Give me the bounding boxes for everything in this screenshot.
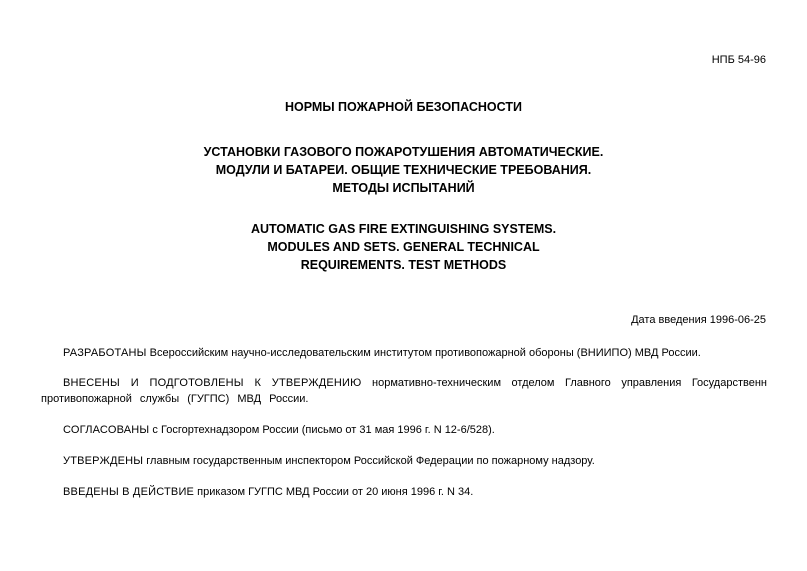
paragraph-lead: ВВЕДЕНЫ В ДЕЙСТВИЕ: [63, 486, 195, 498]
paragraph-text: с Госгортехнадзором России (письмо от 31 мая 1996 г. N 12-6/528).: [149, 424, 495, 436]
english-title-line: REQUIREMENTS. TEST METHODS: [300, 258, 507, 272]
russian-title-line: МЕТОДЫ ИСПЫТАНИЙ: [332, 181, 475, 195]
paragraph-agreed: [41, 422, 767, 438]
document-code: НПБ 54-96: [711, 54, 766, 66]
paragraph-submitted: [41, 375, 767, 407]
main-title: НОРМЫ ПОЖАРНОЙ БЕЗОПАСНОСТИ: [285, 100, 522, 114]
paragraph-text: главным государственным инспектором Российской Федерации по пожарному надзору.: [143, 455, 595, 467]
paragraph-lead: ВНЕСЕНЫ И ПОДГОТОВЛЕНЫ К УТВЕРЖДЕНИЮ: [63, 377, 362, 389]
paragraph-text: нормативно-техническим отделом Главного управления Государственн противопожарной службы (ГУГПС) МВД России.: [41, 377, 767, 405]
paragraph-lead: СОГЛАСОВАНЫ: [63, 424, 150, 436]
russian-title-line: МОДУЛИ И БАТАРЕИ. ОБЩИЕ ТЕХНИЧЕСКИЕ ТРЕБОВАНИЯ.: [215, 163, 592, 177]
paragraph-lead: РАЗРАБОТАНЫ: [63, 347, 147, 359]
paragraph-text: Всероссийским научно-исследовательским институтом противопожарной обороны (ВНИИПО) МВД России.: [146, 347, 701, 359]
english-title-line: MODULES AND SETS. GENERAL TECHNICAL: [267, 240, 540, 254]
english-title-line: AUTOMATIC GAS FIRE EXTINGUISHING SYSTEMS.: [250, 222, 557, 236]
paragraph-developed: [41, 345, 767, 361]
english-title: [0, 220, 807, 274]
russian-title-line: УСТАНОВКИ ГАЗОВОГО ПОЖАРОТУШЕНИЯ АВТОМАТИЧЕСКИЕ.: [203, 145, 604, 159]
paragraph-approved: [41, 453, 767, 469]
introduction-date: Дата введения 1996-06-25: [631, 314, 766, 326]
paragraph-lead: УТВЕРЖДЕНЫ: [63, 455, 144, 467]
paragraph-text: приказом ГУГПС МВД России от 20 июня 1996 г. N 34.: [194, 486, 474, 498]
paragraph-enacted: [41, 484, 767, 500]
russian-title: [0, 143, 807, 197]
